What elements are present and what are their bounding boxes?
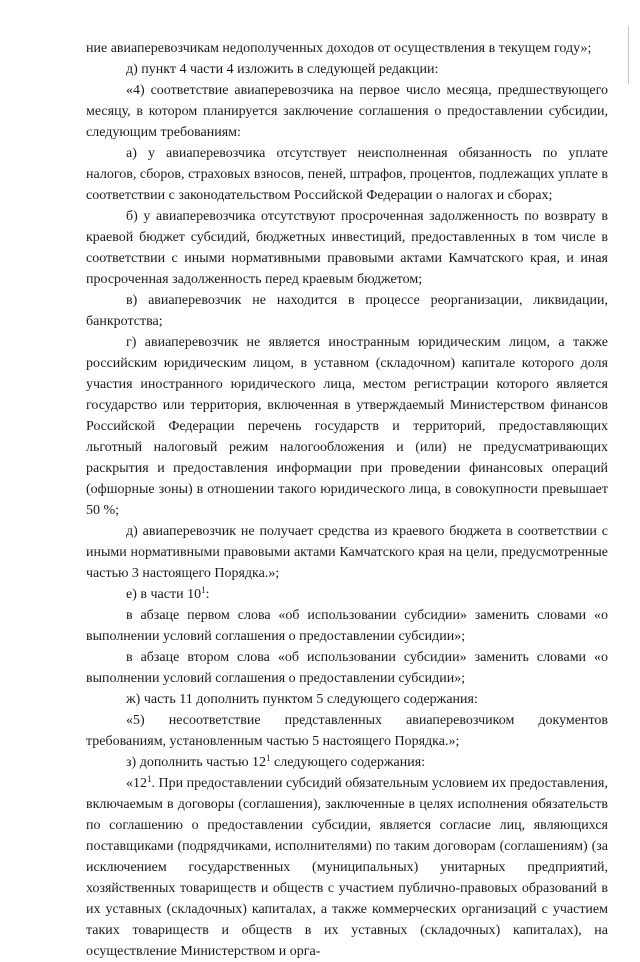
paragraph-item-z-text: з) дополнить частью 12: [126, 755, 267, 770]
paragraph-item-d: д) пункт 4 части 4 изложить в следующей редакции:: [126, 62, 439, 77]
paragraph-subitem-g: г) авиаперевозчик не является иностранным юридическим лицом, а также российским юридическим лицом, в уставном (складочном) капитале которого доля участия иностранного юридического лица, местом регистрации которого является государство или территория, включенная в утверждаемый Министерством финансов Российской Федерации перечень государств и территорий, предоставляющих льготный налоговый режим налогообложения и (или) не предусматривающих раскрытия и предоставления информации при проведении финансовых операций (офшорные зоны) в отношении такого юридического лица, в совокупности превышает 50 %;: [86, 335, 608, 518]
superscript: 1: [147, 774, 152, 784]
paragraph-subitem-v: в) авиаперевозчик не находится в процессе реорганизации, ликвидации, банкротства;: [86, 293, 608, 329]
paragraph-point-4: «4) соответствие авиаперевозчика на первое число месяца, предшествующего месяцу, в котором планируется заключение соглашения о предоставлении субсидии, следующим требованиям:: [86, 83, 608, 140]
paragraph-part-12-1: [86, 773, 608, 962]
paragraph-first-abzac: в абзаце первом слова «об использовании субсидии» заменить словами «о выполнении условий соглашения о предоставлении субсидии»;: [86, 608, 608, 644]
document-page: [86, 38, 608, 962]
paragraph-item-zh: ж) часть 11 дополнить пунктом 5 следующего содержания:: [126, 692, 478, 707]
paragraph-subitem-d: д) авиаперевозчик не получает средства из краевого бюджета в соответствии с иными нормативными правовыми актами Камчатского края на цели, предусмотренные частью 3 настоящего Порядка.»;: [86, 524, 608, 581]
paragraph-item-e: [86, 584, 608, 605]
paragraph-item-e-text: е) в части 10: [126, 587, 202, 602]
paragraph-subitem-a: а) у авиаперевозчика отсутствует неисполненная обязанность по уплате налогов, сборов, страховых взносов, пеней, штрафов, процентов, подлежащих уплате в соответствии с законодательством Российской Федерации о налогах и сборах;: [86, 146, 608, 203]
paragraph-item-z-tail: следующего содержания:: [270, 755, 426, 770]
paragraph-item-z: [86, 752, 608, 773]
margin-scan-mark: [628, 26, 629, 84]
paragraph-item-e-tail: :: [205, 587, 210, 602]
paragraph-part-12-1-head: «12: [126, 776, 147, 791]
paragraph-second-abzac: в абзаце втором слова «об использовании субсидии» заменить словами «о выполнении условий соглашения о предоставлении субсидии»;: [86, 650, 608, 686]
paragraph-subitem-b: б) у авиаперевозчика отсутствуют просроченная задолженность по возврату в краевой бюджет субсидий, бюджетных инвестиций, предоставленных в том числе в соответствии с иными нормативными правовыми актами Камчатского края, и иная просроченная задолженность перед краевым бюджетом;: [86, 209, 608, 287]
paragraph-continuation: ние авиаперевозчикам недополученных доходов от осуществления в текущем году»;: [86, 41, 592, 56]
paragraph-point-5: «5) несоответствие представленных авиаперевозчиком документов требованиям, установленным частью 5 настоящего Порядка.»;: [86, 713, 608, 749]
superscript: 1: [266, 753, 271, 763]
paragraph-part-12-1-body: . При предоставлении субсидий обязательным условием их предоставления, включаемым в договоры (соглашения), заключенные в целях исполнения обязательств по соглашению о предоставлении субсидии, является согласие лиц, являющихся поставщиками (подрядчиками, исполнителями) по таким договорам (соглашениям) (за исключением государственных (муниципальных) унитарных предприятий, хозяйственных товариществ и обществ с участием публично-правовых образований в их уставных (складочных) капиталах, а также коммерческих организаций с участием таких товариществ и обществ в их уставных (складочных) капиталах), на осуществление Министерством и орга-: [86, 776, 608, 959]
superscript: 1: [201, 585, 206, 595]
